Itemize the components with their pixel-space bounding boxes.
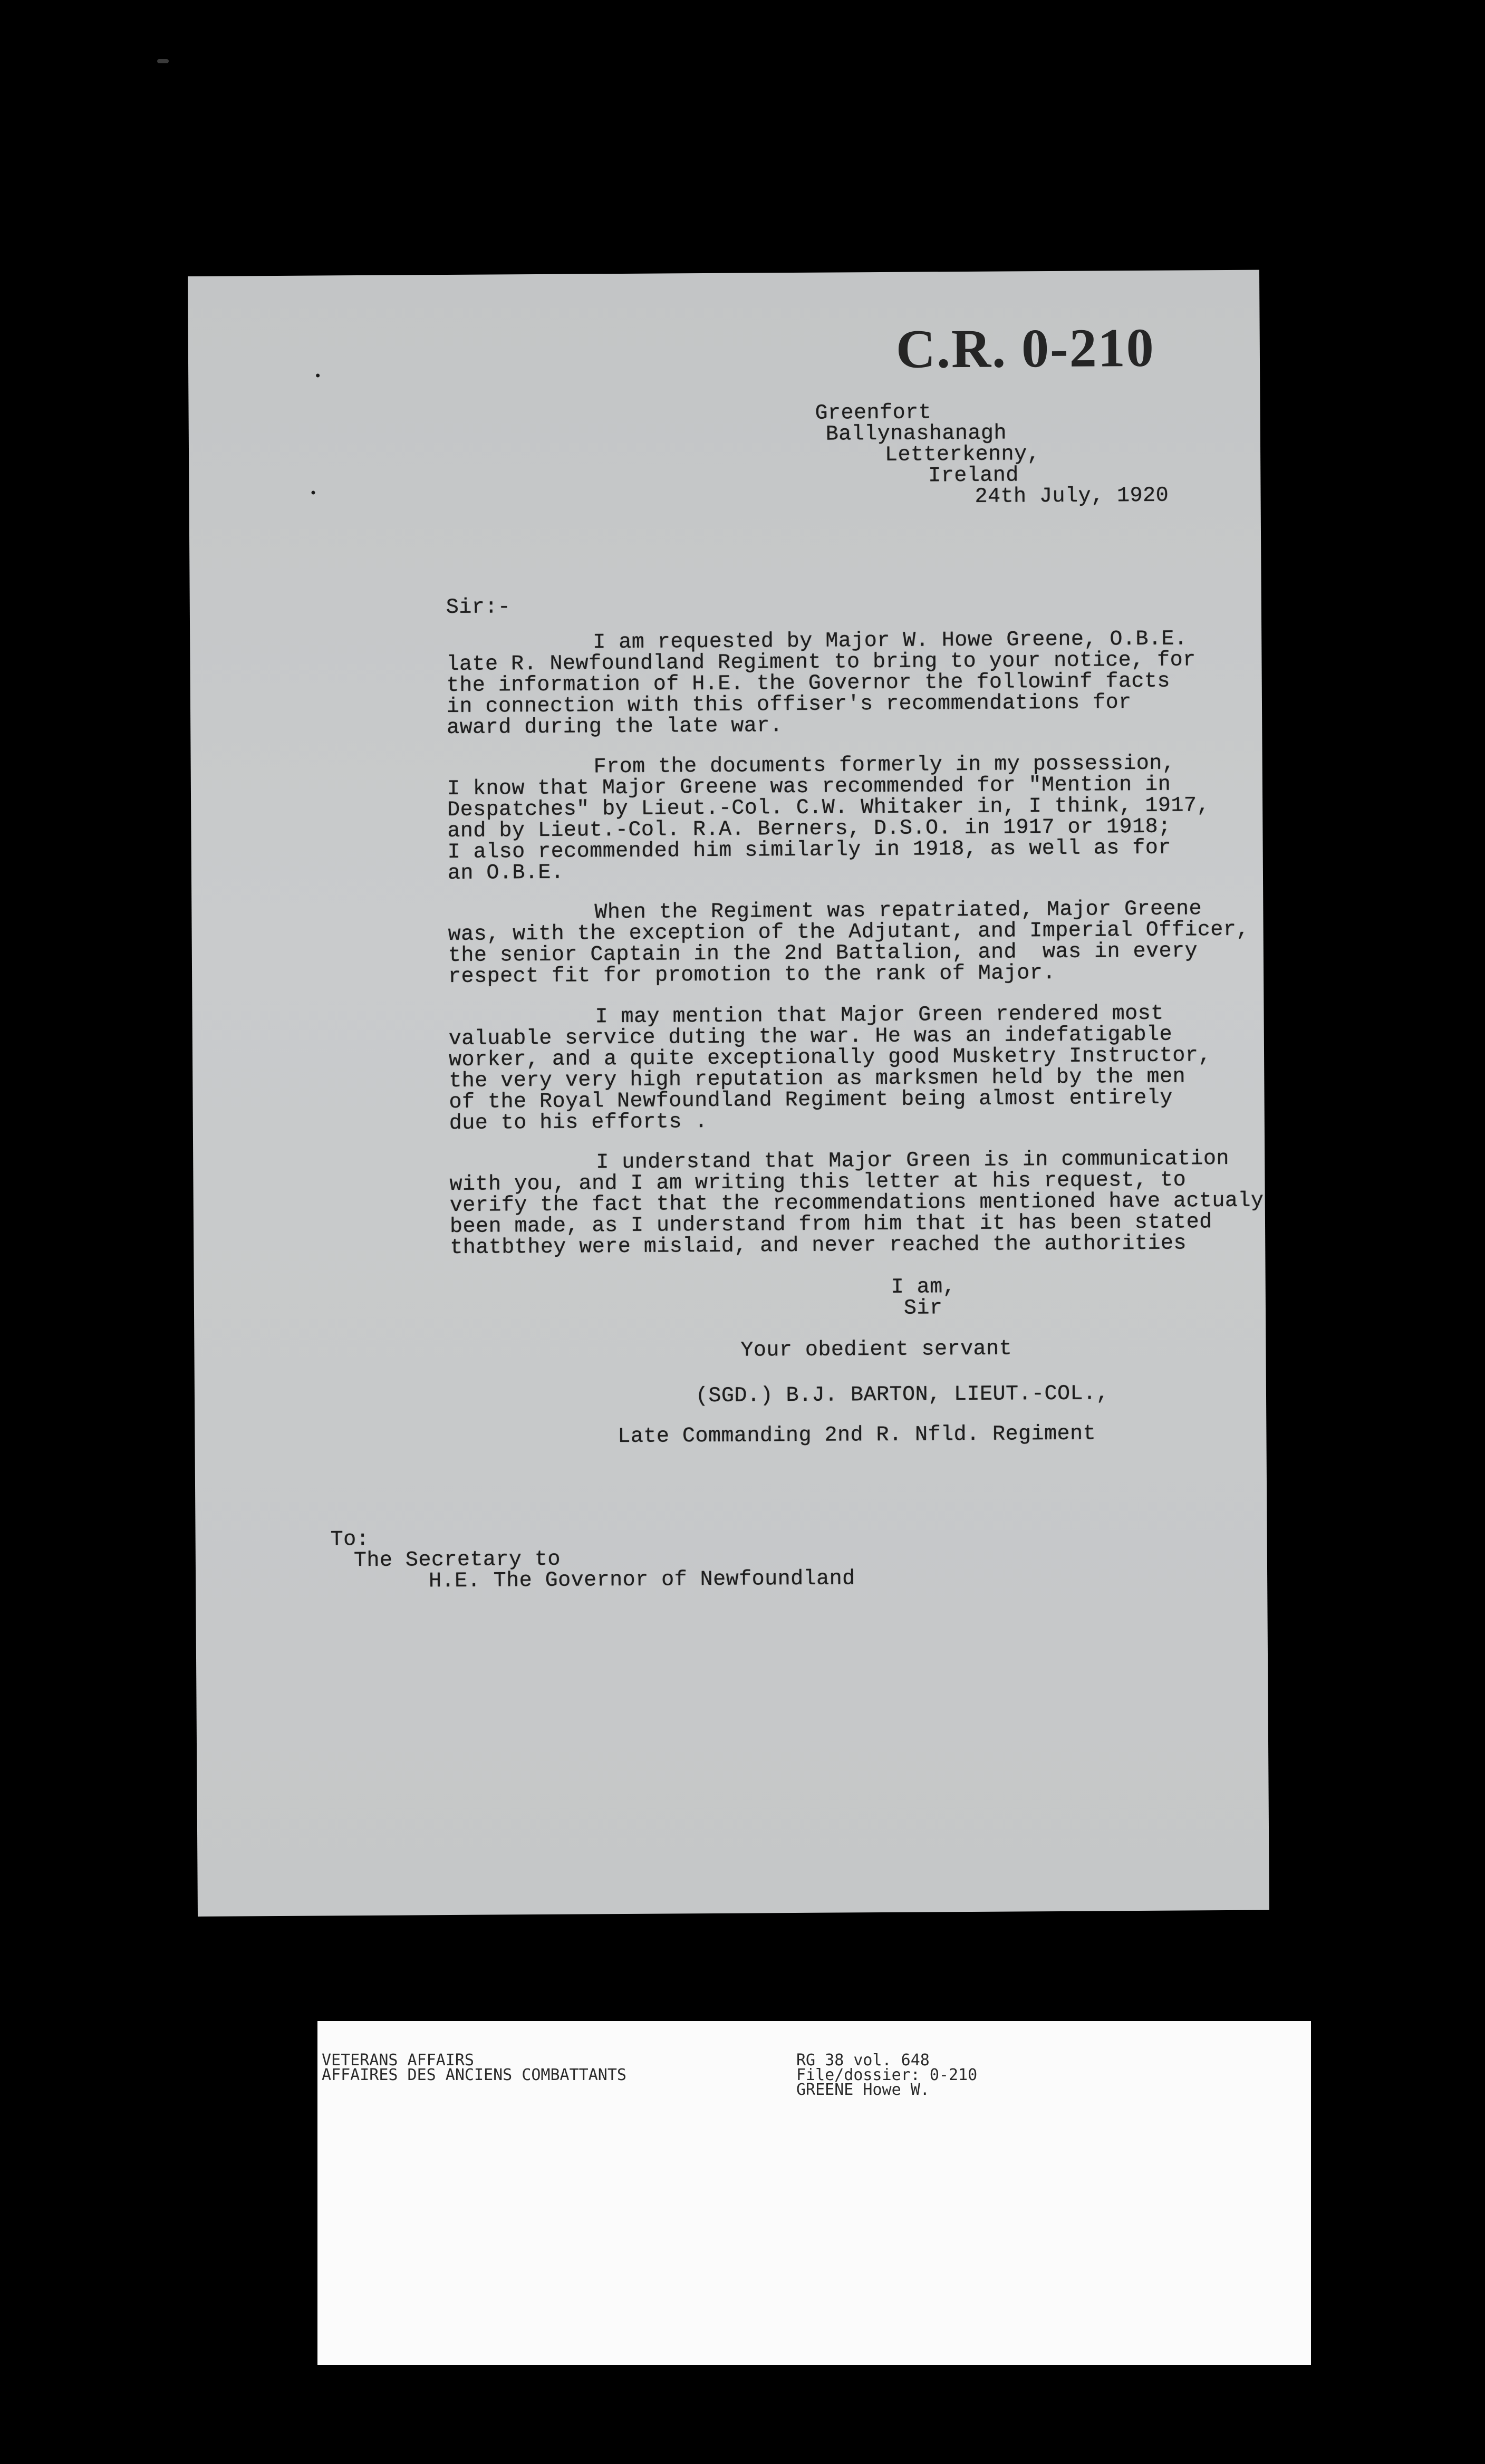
body-line: in connection with this offiser's recommendations for <box>446 691 1132 719</box>
department-fr: AFFAIRES DES ANCIENS COMBATTANTS <box>322 2066 626 2084</box>
body-line: respect fit for promotion to the rank of Major. <box>448 961 1056 989</box>
archive-file: File/dossier: 0-210 <box>796 2066 978 2084</box>
address-line: Greenfort <box>815 401 932 426</box>
body-line: I may mention that Major Green rendered most <box>595 1002 1164 1029</box>
letter-date: 24th July, 1920 <box>975 484 1169 509</box>
body-line: thatbthey were mislaid, and never reached the authorities <box>450 1231 1187 1260</box>
body-line: I am requested by Major W. Howe Greene, O.B.E. <box>593 627 1188 655</box>
body-line: From the documents formerly in my possession, <box>593 752 1175 779</box>
body-line: When the Regiment was repatriated, Major Greene <box>594 897 1202 925</box>
closing-line: Sir <box>903 1296 943 1321</box>
recipient-line: The Secretary to <box>353 1547 561 1573</box>
department-en: VETERANS AFFAIRS <box>322 2051 474 2070</box>
body-line: an O.B.E. <box>447 861 564 886</box>
body-line: late R. Newfoundland Regiment to bring to your notice, for <box>446 648 1196 677</box>
body-line: the information of H.E. the Governor the followinf facts <box>446 669 1171 698</box>
body-line: the senior Captain in the 2nd Battalion, and was in every <box>448 939 1198 968</box>
address-line: Ireland <box>928 464 1019 488</box>
body-line: Despatches" by Lieut.-Col. C.W. Whitaker in, I think, 1917, <box>447 794 1210 823</box>
punch-mark <box>316 373 320 377</box>
body-line: I know that Major Greene was recommended for "Mention in <box>447 773 1171 802</box>
address-line: Letterkenny, <box>884 442 1040 467</box>
recipient-label: To: <box>330 1527 370 1552</box>
body-line: was, with the exception of the Adjutant, and Imperial Officer, <box>448 918 1249 947</box>
body-line: I understand that Major Green is in communication <box>596 1147 1230 1175</box>
letter-page <box>188 270 1269 1917</box>
recipient-line: H.E. The Governor of Newfoundland <box>428 1567 855 1594</box>
salutation: Sir:- <box>446 595 511 620</box>
body-line: of the Royal Newfoundland Regiment being almost entirely <box>449 1086 1173 1115</box>
body-line: I also recommended him similarly in 1918, as well as for <box>447 836 1172 865</box>
valediction: Your obedient servant <box>740 1337 1012 1363</box>
archive-slip <box>317 2021 1311 2365</box>
body-line: due to his efforts . <box>449 1110 708 1136</box>
film-speck <box>157 59 169 63</box>
body-line: worker, and a quite exceptionally good Musketry Instructor, <box>448 1044 1211 1073</box>
punch-mark <box>311 491 315 495</box>
body-line: with you, and I am writing this letter at his request, to <box>449 1168 1187 1197</box>
body-line: award during the late war. <box>447 714 783 740</box>
body-line: verify the fact that the recommendations mentioned have actualy <box>449 1189 1264 1218</box>
body-line: valuable service duting the war. He was an indefatigable <box>448 1023 1173 1052</box>
file-stamp: C.R. 0-210 <box>895 317 1155 380</box>
archive-name: GREENE Howe W. <box>796 2081 930 2099</box>
closing-line: I am, <box>891 1275 956 1300</box>
archive-reference: RG 38 vol. 648 <box>796 2051 930 2070</box>
body-line: been made, as I understand from him that it has been stated <box>449 1210 1212 1239</box>
signature-title: Late Commanding 2nd R. Nfld. Regiment <box>618 1422 1096 1449</box>
body-line: and by Lieut.-Col. R.A. Berners, D.S.O. in 1917 or 1918; <box>447 815 1171 844</box>
body-line: the very very high reputation as marksmen held by the men <box>449 1065 1186 1094</box>
signature: (SGD.) B.J. BARTON, LIEUT.-COL., <box>695 1382 1110 1409</box>
address-line: Ballynashanagh <box>825 421 1007 447</box>
